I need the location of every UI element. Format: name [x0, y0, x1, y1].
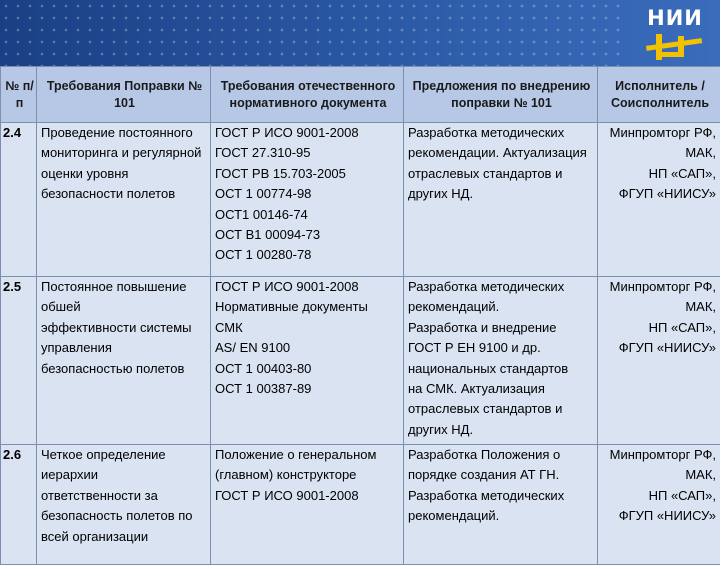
cell-line: МАК, [602, 465, 716, 485]
cell-line: отраслевых стандартов и [408, 164, 595, 184]
cell-line: НП «САП», [602, 164, 716, 184]
cell-line: ОСТ 1 00774-98 [215, 184, 401, 204]
cell-line: других НД. [408, 184, 595, 204]
table-row [1, 445, 720, 565]
cell-line: AS/ EN 9100 [215, 338, 401, 358]
cell-line: ГОСТ Р ЕН 9100 и др. [408, 338, 595, 358]
column-header-requirements: Требования Поправки № 101 [37, 67, 211, 123]
cell-line: Разработка и внедрение [408, 318, 595, 338]
cell-line: Разработка Положения о [408, 445, 595, 465]
cell-line: МАК, [602, 143, 716, 163]
cell-line: ОСТ В1 00094-73 [215, 225, 401, 245]
row-number: 2.4 [1, 123, 37, 277]
cell-line: безопасности полетов [41, 184, 208, 204]
cell-line: ОСТ1 00146-74 [215, 205, 401, 225]
cell-line: НП «САП», [602, 486, 716, 506]
executors-cell [598, 277, 720, 445]
logo-icon [642, 32, 712, 62]
cell-line: ФГУП «НИИСУ» [602, 506, 716, 526]
cell-line: ОСТ 1 00387-89 [215, 379, 401, 399]
column-header-proposals: Предложения по внедрению поправки № 101 [404, 67, 598, 123]
requirement-cell [37, 445, 211, 565]
national-docs-cell [211, 277, 404, 445]
cell-line: ГОСТ 27.310-95 [215, 143, 401, 163]
cell-line: Минпромторг РФ, [602, 445, 716, 465]
cell-line: Положение о генеральном [215, 445, 401, 465]
cell-line: ГОСТ Р ИСО 9001-2008 [215, 486, 401, 506]
cell-line: управления [41, 338, 208, 358]
cell-line: ФГУП «НИИСУ» [602, 338, 716, 358]
row-number: 2.6 [1, 445, 37, 565]
cell-line: Нормативные документы [215, 297, 401, 317]
cell-line: (главном) конструкторе [215, 465, 401, 485]
cell-line: национальных стандартов [408, 359, 595, 379]
cell-line: порядке создания АТ ГН. [408, 465, 595, 485]
cell-line: всей организации [41, 527, 208, 547]
cell-line: ОСТ 1 00403-80 [215, 359, 401, 379]
requirement-cell [37, 123, 211, 277]
cell-line: ответственности за [41, 486, 208, 506]
banner-pattern [0, 0, 620, 66]
cell-line: ОСТ 1 00280-78 [215, 245, 401, 265]
cell-line: рекомендации. Актуализация [408, 143, 595, 163]
logo-text: НИИ [642, 6, 708, 30]
row-number: 2.5 [1, 277, 37, 445]
proposals-cell [404, 445, 598, 565]
cell-line: Минпромторг РФ, [602, 123, 716, 143]
cell-line: Разработка методических [408, 486, 595, 506]
table-header-row [1, 67, 720, 123]
national-docs-cell [211, 123, 404, 277]
cell-line: рекомендаций. [408, 506, 595, 526]
cell-line: ФГУП «НИИСУ» [602, 184, 716, 204]
cell-line: Четкое определение [41, 445, 208, 465]
header-banner [0, 0, 720, 66]
cell-line: других НД. [408, 420, 595, 440]
requirement-cell [37, 277, 211, 445]
proposals-cell [404, 123, 598, 277]
cell-line: Проведение постоянного [41, 123, 208, 143]
cell-line: Разработка методических [408, 277, 595, 297]
cell-line: отраслевых стандартов и [408, 399, 595, 419]
cell-line: рекомендаций. [408, 297, 595, 317]
table-row [1, 277, 720, 445]
cell-line: обшей [41, 297, 208, 317]
cell-line: МАК, [602, 297, 716, 317]
executors-cell [598, 123, 720, 277]
cell-line: Постоянное повышение [41, 277, 208, 297]
cell-line: ГОСТ РВ 15.703-2005 [215, 164, 401, 184]
cell-line: оценки уровня [41, 164, 208, 184]
cell-line: иерархии [41, 465, 208, 485]
cell-line: мониторинга и регулярной [41, 143, 208, 163]
executors-cell [598, 445, 720, 565]
proposals-cell [404, 277, 598, 445]
cell-line: НП «САП», [602, 318, 716, 338]
cell-line: Минпромторг РФ, [602, 277, 716, 297]
column-header-executors: Исполнитель / Соисполнитель [598, 67, 720, 123]
cell-line: эффективности системы [41, 318, 208, 338]
cell-line: безопасностью полетов [41, 359, 208, 379]
cell-line: безопасность полетов по [41, 506, 208, 526]
amendment-table [0, 66, 720, 565]
cell-line: на СМК. Актуализация [408, 379, 595, 399]
cell-line: Разработка методических [408, 123, 595, 143]
column-header-national-docs: Требования отечественного нормативного документа [211, 67, 404, 123]
table-row [1, 123, 720, 277]
column-header-number: № п/п [1, 67, 37, 123]
cell-line: ГОСТ Р ИСО 9001-2008 [215, 123, 401, 143]
cell-line: ГОСТ Р ИСО 9001-2008 [215, 277, 401, 297]
national-docs-cell [211, 445, 404, 565]
cell-line: СМК [215, 318, 401, 338]
